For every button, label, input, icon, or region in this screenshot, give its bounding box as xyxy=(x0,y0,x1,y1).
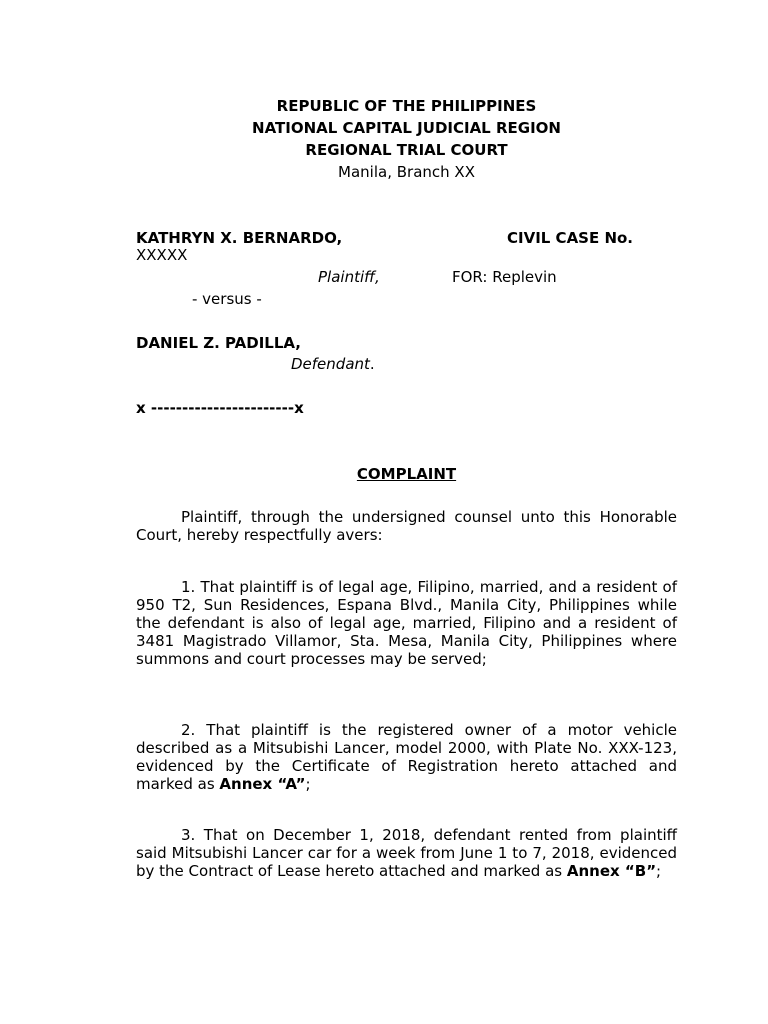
intro-paragraph xyxy=(136,508,677,544)
document-title-text: COMPLAINT xyxy=(356,465,457,483)
header-court: REGIONAL TRIAL COURT xyxy=(305,141,508,159)
header-region: NATIONAL CAPITAL JUDICIAL REGION xyxy=(252,119,561,137)
annex-a-reference: Annex “A” xyxy=(219,775,306,793)
allegation-2-end: ; xyxy=(305,775,311,793)
annex-b-reference: Annex “B” xyxy=(566,862,657,880)
defendant-name: DANIEL Z. PADILLA, xyxy=(136,334,301,352)
civil-case-number: XXXXX xyxy=(136,246,188,264)
defendant-role-punct: . xyxy=(369,355,375,373)
header-branch: Manila, Branch XX xyxy=(338,163,475,181)
allegation-1-text: 1. That plaintiff is of legal age, Filipino, married, and a resident of 950 T2, Sun Residences, Espana Blvd., Manila City, Philippines while the defendant is also of legal age, married, Filipino and a resident of 3481 Magistrado Villamor, Sta. Mesa, Manila City, Philippines where summons and court processes may be served; xyxy=(136,578,677,668)
allegation-3-end: ; xyxy=(656,862,662,880)
plaintiff-name: KATHRYN X. BERNARDO, xyxy=(136,229,343,247)
defendant-role-line xyxy=(291,355,375,373)
header-republic: REPUBLIC OF THE PHILIPPINES xyxy=(276,97,537,115)
plaintiff-role: Plaintiff, xyxy=(318,268,380,286)
case-nature: FOR: Replevin xyxy=(452,268,557,286)
allegation-paragraph-2 xyxy=(136,721,677,793)
allegation-3-text: 3. That on December 1, 2018, defendant rented from plaintiff said Mitsubishi Lancer car for a week from June 1 to 7, 2018, evidenced by the Contract of Lease hereto attached and marked as xyxy=(136,826,677,880)
allegation-paragraph-1 xyxy=(136,578,677,668)
allegation-paragraph-3 xyxy=(136,826,677,880)
caption-separator: x -----------------------x xyxy=(136,399,304,417)
intro-text: Plaintiff, through the undersigned counsel unto this Honorable Court, hereby respectfully avers: xyxy=(136,508,677,544)
defendant-role: Defendant xyxy=(291,355,370,373)
document-title xyxy=(136,465,677,483)
versus-label: - versus - xyxy=(192,290,262,308)
allegation-2-text: 2. That plaintiff is the registered owner of a motor vehicle described as a Mitsubishi Lancer, model 2000, with Plate No. XXX-123, evidenced by the Certificate of Registration hereto attached and marked as xyxy=(136,721,677,793)
civil-case-label: CIVIL CASE No. xyxy=(507,229,634,247)
